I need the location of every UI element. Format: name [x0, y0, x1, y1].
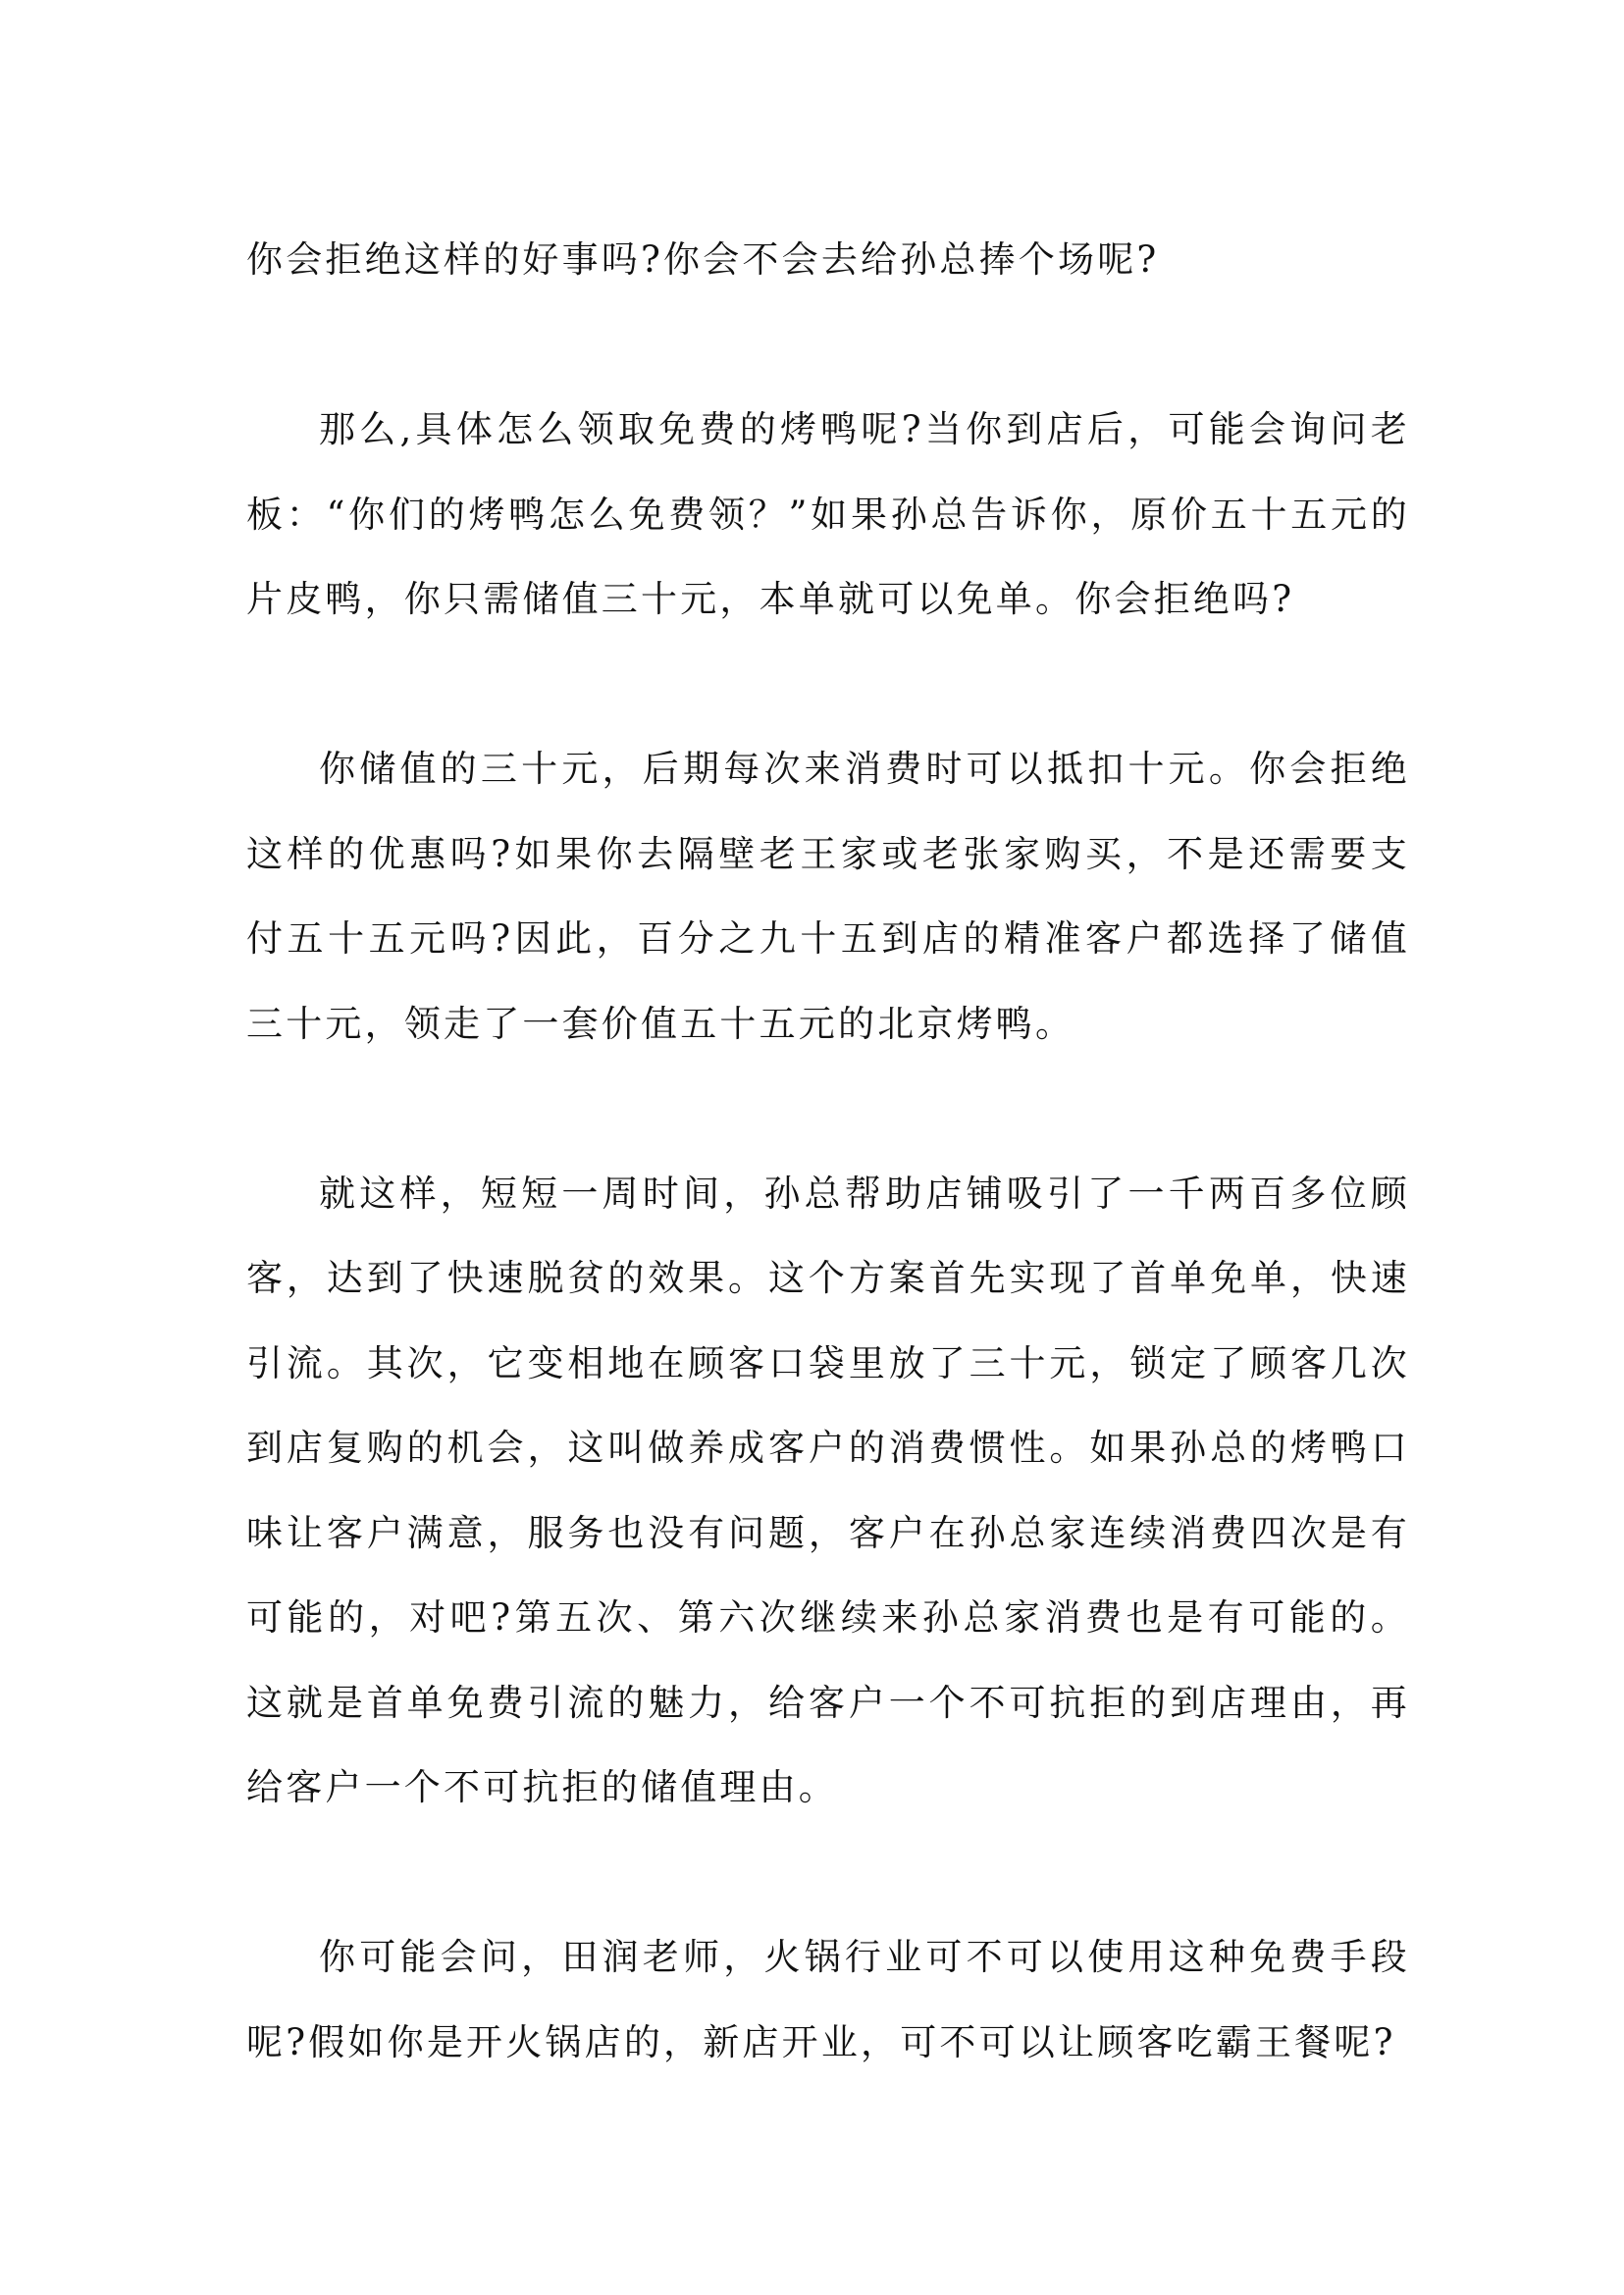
paragraph-gap [246, 1831, 1410, 1916]
paragraph-gap [246, 303, 1410, 389]
paragraph-gap [246, 1067, 1410, 1152]
paragraph-4: 就这样，短短一周时间，孙总帮助店铺吸引了一千两百多位顾客，达到了快速脱贫的效果。这个方案首先实现了首单免单，快速引流。其次，它变相地在顾客口袋里放了三十元，锁定了顾客几次到店复购的机会，这叫做养成客户的消费惯性。如果孙总的烤鸭口味让客户满意，服务也没有问题，客户在孙总家连续消费四次是有可能的，对吧?第五次、第六次继续来孙总家消费也是有可能的。这就是首单免费引流的魅力，给客户一个不可抗拒的到店理由，再给客户一个不可抗拒的储值理由。 [246, 1172, 1410, 1808]
document-body [246, 218, 1410, 2085]
paragraph-gap [246, 643, 1410, 728]
paragraph-3: 你储值的三十元，后期每次来消费时可以抵扣十元。你会拒绝这样的优惠吗?如果你去隔壁老王家或老张家购买，不是还需要支付五十五元吗?因此，百分之九十五到店的精准客户都选择了储值三十元，领走了一套价值五十五元的北京烤鸭。 [246, 748, 1410, 1045]
paragraph-1: 你会拒绝这样的好事吗?你会不会去给孙总捧个场呢? [246, 238, 1160, 281]
paragraph-2: 那么,具体怎么领取免费的烤鸭呢?当你到店后，可能会询问老板：“你们的烤鸭怎么免费领？”如果孙总告诉你，原价五十五元的片皮鸭，你只需储值三十元，本单就可以免单。你会拒绝吗? [246, 408, 1410, 620]
paragraph-5: 你可能会问，田润老师，火锅行业可不可以使用这种免费手段呢?假如你是开火锅店的，新店开业，可不可以让顾客吃霸王餐呢? [246, 1936, 1410, 2063]
